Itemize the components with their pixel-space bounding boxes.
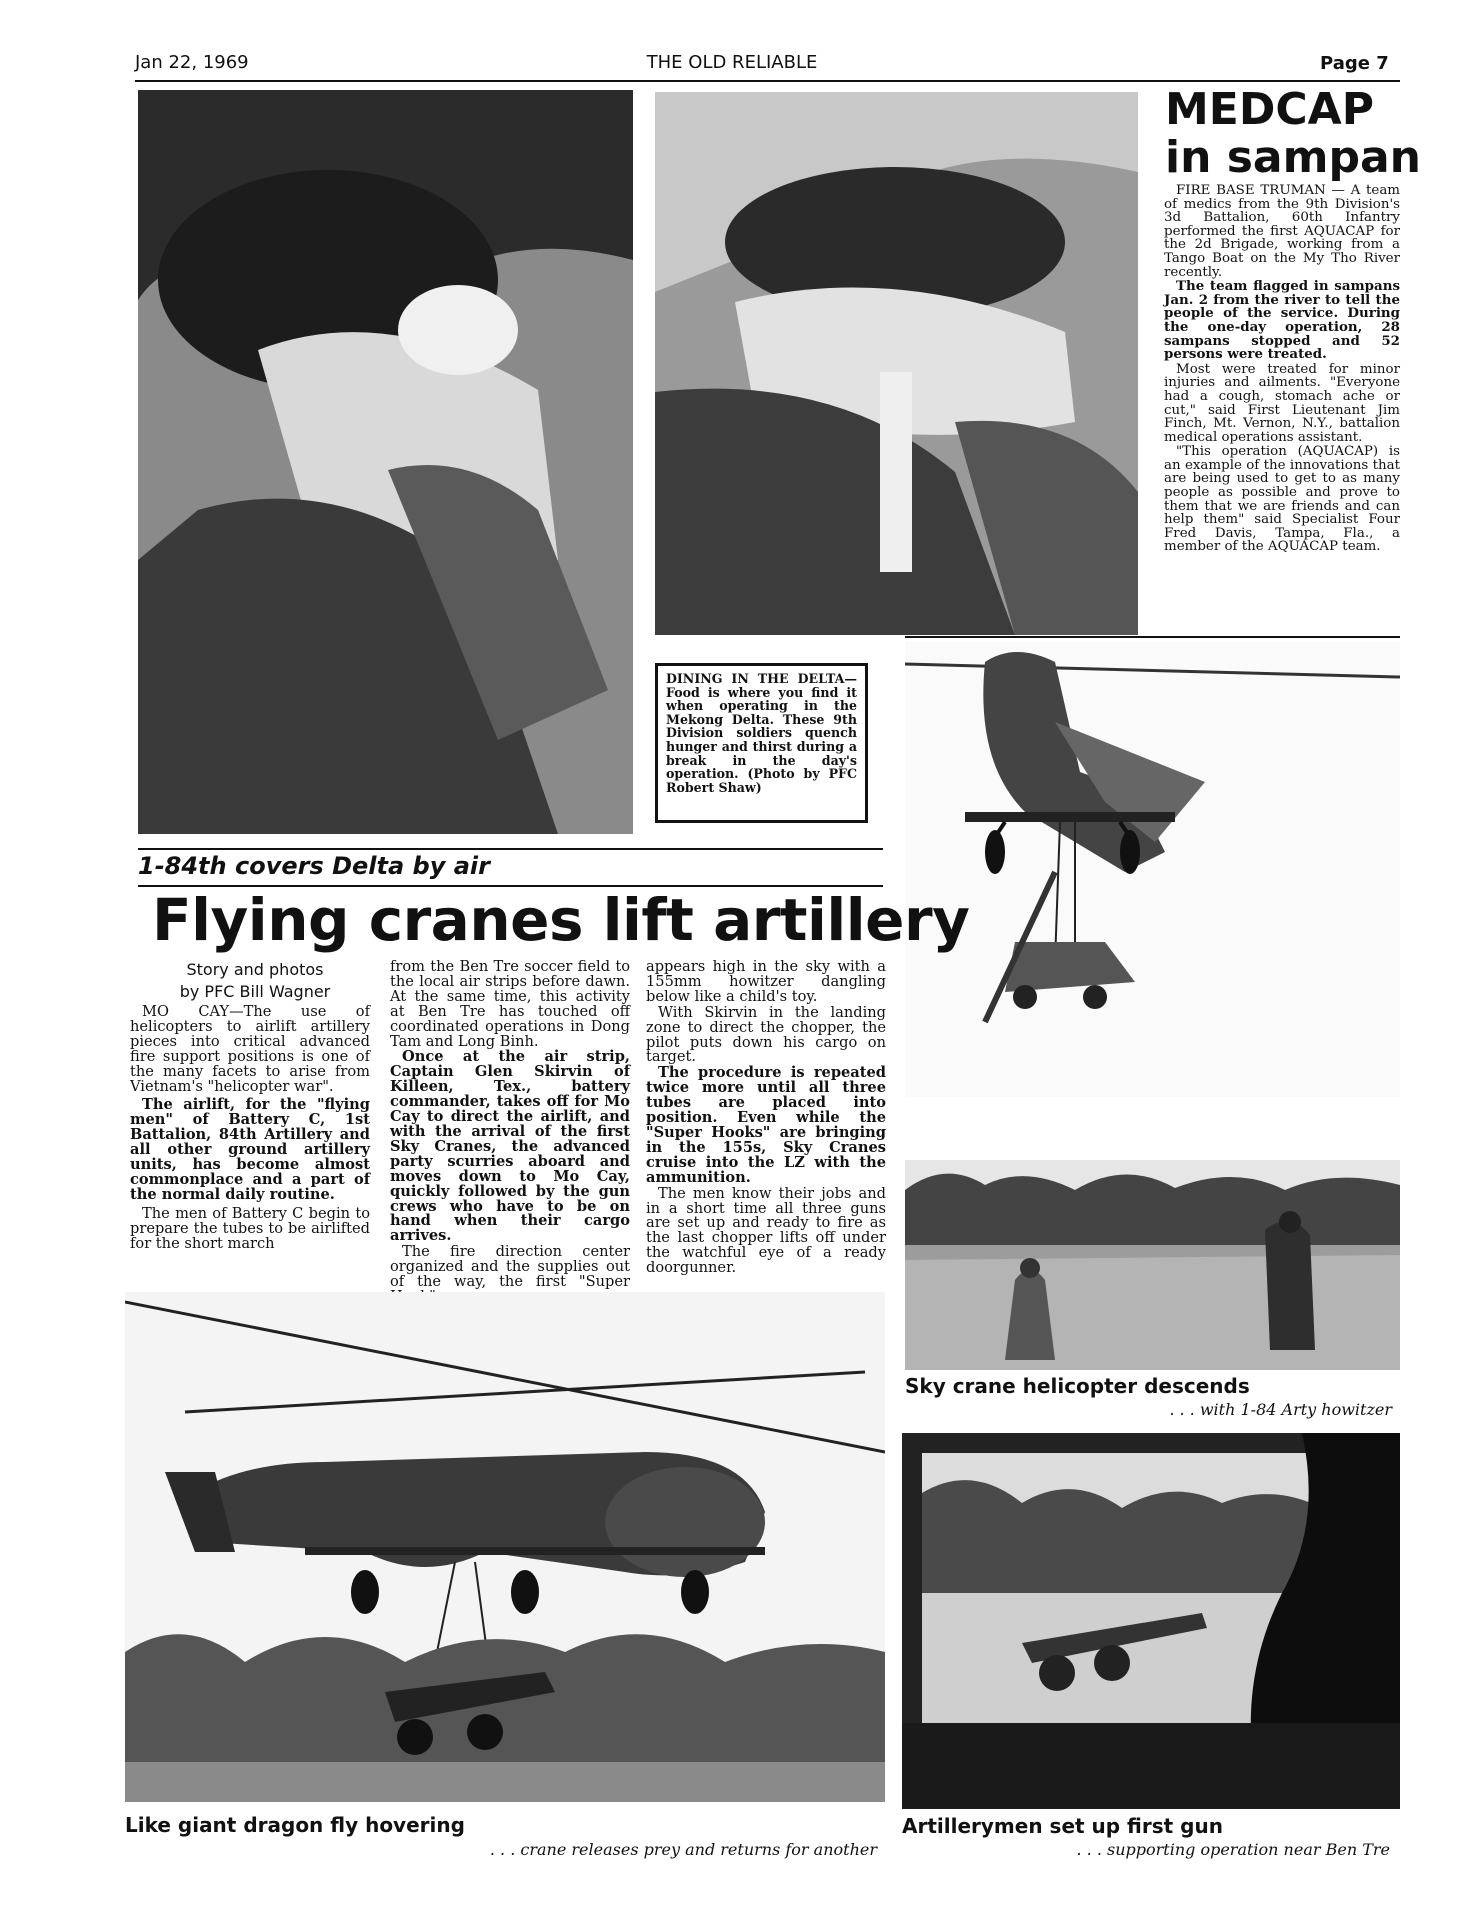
dining-caption: DINING IN THE DELTA— Food is where you find it when operating in the Mekong Delta. These 9th Division soldiers quench hunger and thirst during a break in the day's operation. (Photo by PFC Robert Shaw) — [666, 671, 857, 795]
sky-crane-descending-photo — [905, 642, 1400, 1097]
story-paragraph: MO CAY—The use of helicopters to airlift artillery pieces into critical advanced fire support positions is one of the many facets to arise from Vietnam's "helicopter war". — [130, 1003, 370, 1095]
medcap-body — [1164, 184, 1400, 555]
story-paragraph: The procedure is repeated twice more until all three tubes are placed into position. Even while the "Super Hooks" are bringing in the 155s, Sky Cranes cruise into the LZ with the ammunition. — [646, 1064, 886, 1186]
medcap-headline-line1: MEDCAP — [1165, 84, 1374, 135]
gun-caption-sub: . . . supporting operation near Ben Tre — [1076, 1840, 1390, 1859]
story-paragraph: The fire direction center organized and the supplies out of the way, the first "Super — [390, 1243, 630, 1291]
newspaper-name: THE OLD RELIABLE — [646, 52, 818, 73]
story-paragraph: With Skirvin in the landing zone to direct the chopper, the pilot puts down his cargo on target. — [646, 1003, 886, 1066]
medcap-headline — [1165, 86, 1421, 182]
byline-line1: Story and photos — [186, 960, 324, 979]
dragon-caption-head: Like giant dragon fly hovering — [125, 1813, 465, 1837]
story-paragraph: The men of Battery C begin to prepare the tubes to be airlifted for the short march — [130, 1204, 370, 1252]
story-headline: Flying cranes lift artillery — [152, 886, 970, 954]
page-number: Page 7 — [1320, 53, 1389, 74]
story-column-1 — [130, 1005, 370, 1253]
medcap-paragraph: "This operation (AQUACAP) is an example of the innovations that are being used to get to as many people as possible and prove to them that we are friends and can help them" said Specialist Four Fred Davis, Tampa, Fla., a member of the AQUACAP team. — [1164, 444, 1400, 555]
story-column-3 — [646, 960, 886, 1277]
artillerymen-gun-photo — [902, 1433, 1400, 1809]
soldier-helmet-photo — [655, 92, 1138, 635]
byline-line2: by PFC Bill Wagner — [179, 982, 331, 1001]
gun-caption-head: Artillerymen set up first gun — [902, 1814, 1223, 1838]
kicker-top-rule — [138, 848, 883, 850]
medcap-headline-line2: in sampan — [1165, 132, 1421, 183]
header-rule — [135, 80, 1400, 82]
soldiers-field-photo — [905, 1160, 1400, 1370]
story-paragraph: from the Ben Tre soccer field to the local air strips before dawn. At the same time, this activity at Ben Tre has touched off coordinated operations in Dong Tam and Long Binh. — [390, 958, 630, 1050]
sky-crane-caption-head: Sky crane helicopter descends — [905, 1374, 1250, 1398]
medcap-rule — [905, 636, 1400, 638]
dragon-fly-helicopter-photo — [125, 1292, 885, 1802]
page-date: Jan 22, 1969 — [135, 52, 249, 73]
story-paragraph: Once at the air strip, Captain Glen Skirvin of Killeen, Tex., battery commander, takes off for Mo Cay to direct the airlift, and with the arrival of the first Sky Cranes, the advanced party scurries aboard and moves down to Mo Cay, quickly followed by the gun crews who have to be on hand when their cargo arrives. — [390, 1048, 630, 1245]
dragon-caption-sub: . . . crane releases prey and returns for another — [489, 1840, 877, 1859]
dining-caption-box — [655, 663, 868, 823]
medcap-paragraph: FIRE BASE TRUMAN — A team of medics from the 9th Division's 3d Battalion, 60th Infantry performed the first AQUACAP for the 2d Brigade, working from a Tango Boat on the My Tho River recently. — [1164, 183, 1400, 280]
sky-crane-caption-sub: . . . with 1-84 Arty howitzer — [1169, 1400, 1392, 1419]
soldier-drinking-photo — [138, 90, 633, 834]
story-column-2 — [390, 960, 630, 1306]
story-kicker: 1-84th covers Delta by air — [138, 852, 490, 880]
story-paragraph: The airlift, for the "flying men" of Battery C, 1st Battalion, 84th Artillery and all other ground artillery units, has become almost commonplace and a part of the normal daily routine. — [130, 1096, 370, 1203]
medcap-paragraph: The team flagged in sampans Jan. 2 from the river to tell the people of the service. During the one-day operation, 28 sampans stopped and 52 persons were treated. — [1164, 278, 1400, 363]
medcap-paragraph: Most were treated for minor injuries and ailments. "Everyone had a cough, stomach ache or cut," said First Lieutenant Jim Finch, Mt. Vernon, N.Y., battalion medical operations assistant. — [1164, 361, 1400, 445]
story-paragraph: The men know their jobs and in a short time all three guns are set up and ready to fire as the last chopper lifts off under the watchful eye of a ready doorgunner. — [646, 1184, 886, 1277]
story-paragraph: appears high in the sky with a 155mm howitzer dangling below like a child's toy. — [646, 958, 886, 1005]
